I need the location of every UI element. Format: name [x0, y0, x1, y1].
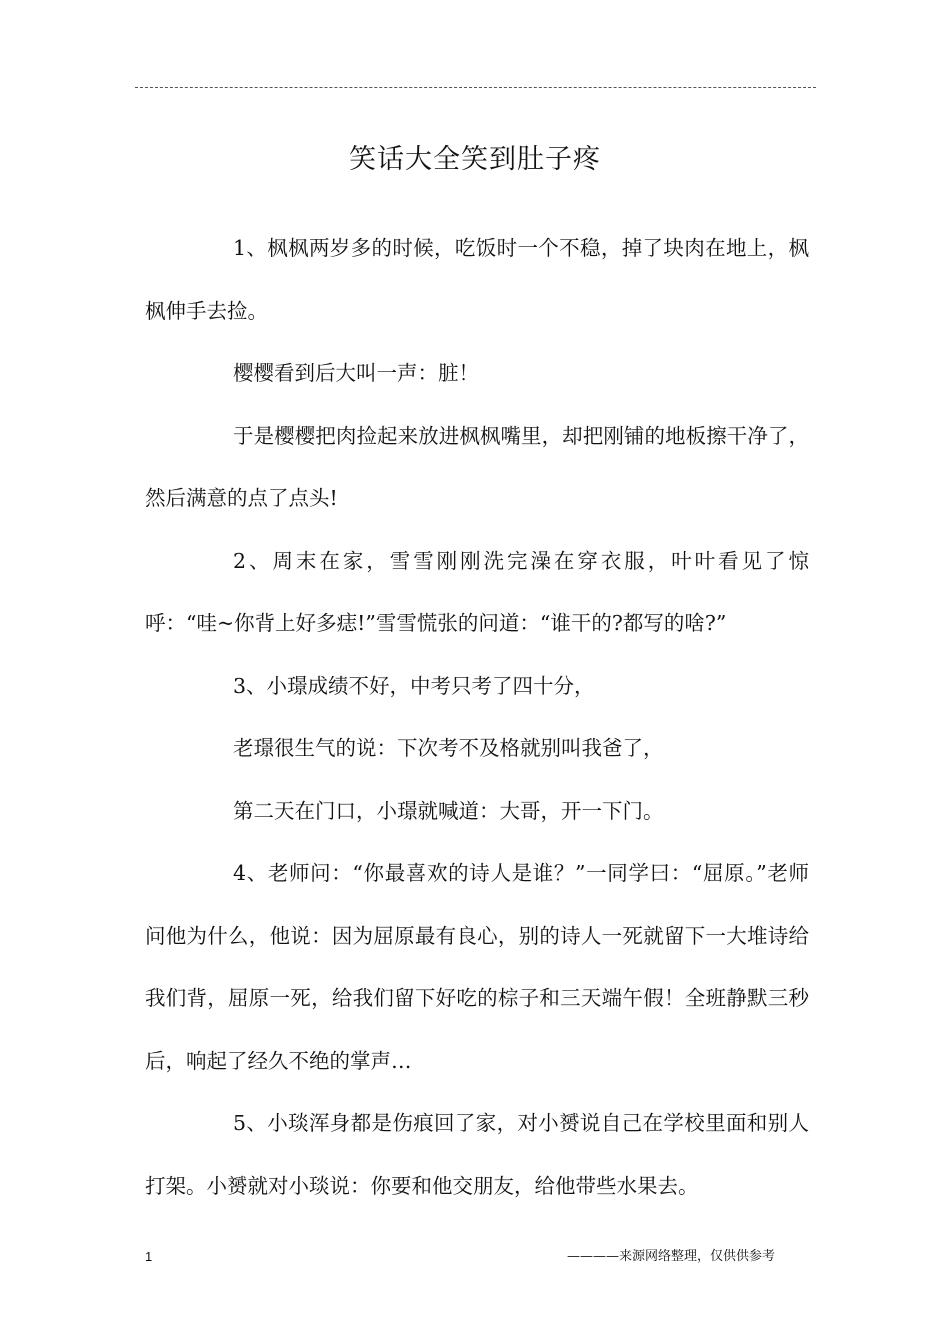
- paragraph-6: 老璟很生气的说：下次考不及格就别叫我爸了，: [233, 736, 664, 760]
- paragraph-1: 1、枫枫两岁多的时候，吃饭时一个不稳，掉了块肉在地上，枫枫伸手去捡。: [145, 236, 809, 323]
- paragraph-2: 樱樱看到后大叫一声：脏！: [233, 361, 479, 385]
- paragraph-8: 4、老师问：“你最喜欢的诗人是谁？”一同学曰：“屈原。”老师问他为什么，他说：因为屈原最有良心，别的诗人一死就留下一大堆诗给我们背，屈原一死，给我们留下好吃的棕子和三天端午假！全班静默三秒后，响起了经久不绝的掌声…: [145, 861, 809, 1073]
- document-body: [145, 217, 809, 1217]
- document-title: 笑话大全笑到肚子疼: [349, 144, 601, 175]
- page-number: 1: [145, 1249, 153, 1264]
- paragraph-7: 第二天在门口，小璟就喊道：大哥，开一下门。: [233, 798, 664, 823]
- paragraph-4: 2、周末在家，雪雪刚刚洗完澡在穿衣服，叶叶看见了惊呼：“哇~你背上好多痣!”雪雪慌张的问道：“谁干的?都写的啥?”: [145, 548, 809, 635]
- paragraph-3: 于是樱樱把肉捡起来放进枫枫嘴里，却把刚铺的地板擦干净了，然后满意的点了点头!: [145, 423, 809, 510]
- paragraph-5: 3、小璟成绩不好，中考只考了四十分，: [233, 673, 595, 698]
- header-divider: [135, 87, 816, 88]
- paragraph-9: 5、小琰浑身都是伤痕回了家，对小赟说自己在学校里面和别人打架。小赟就对小琰说：你要和他交朋友，给他带些水果去。: [145, 1111, 809, 1198]
- source-note: ————来源网络整理，仅供供参考: [566, 1249, 775, 1264]
